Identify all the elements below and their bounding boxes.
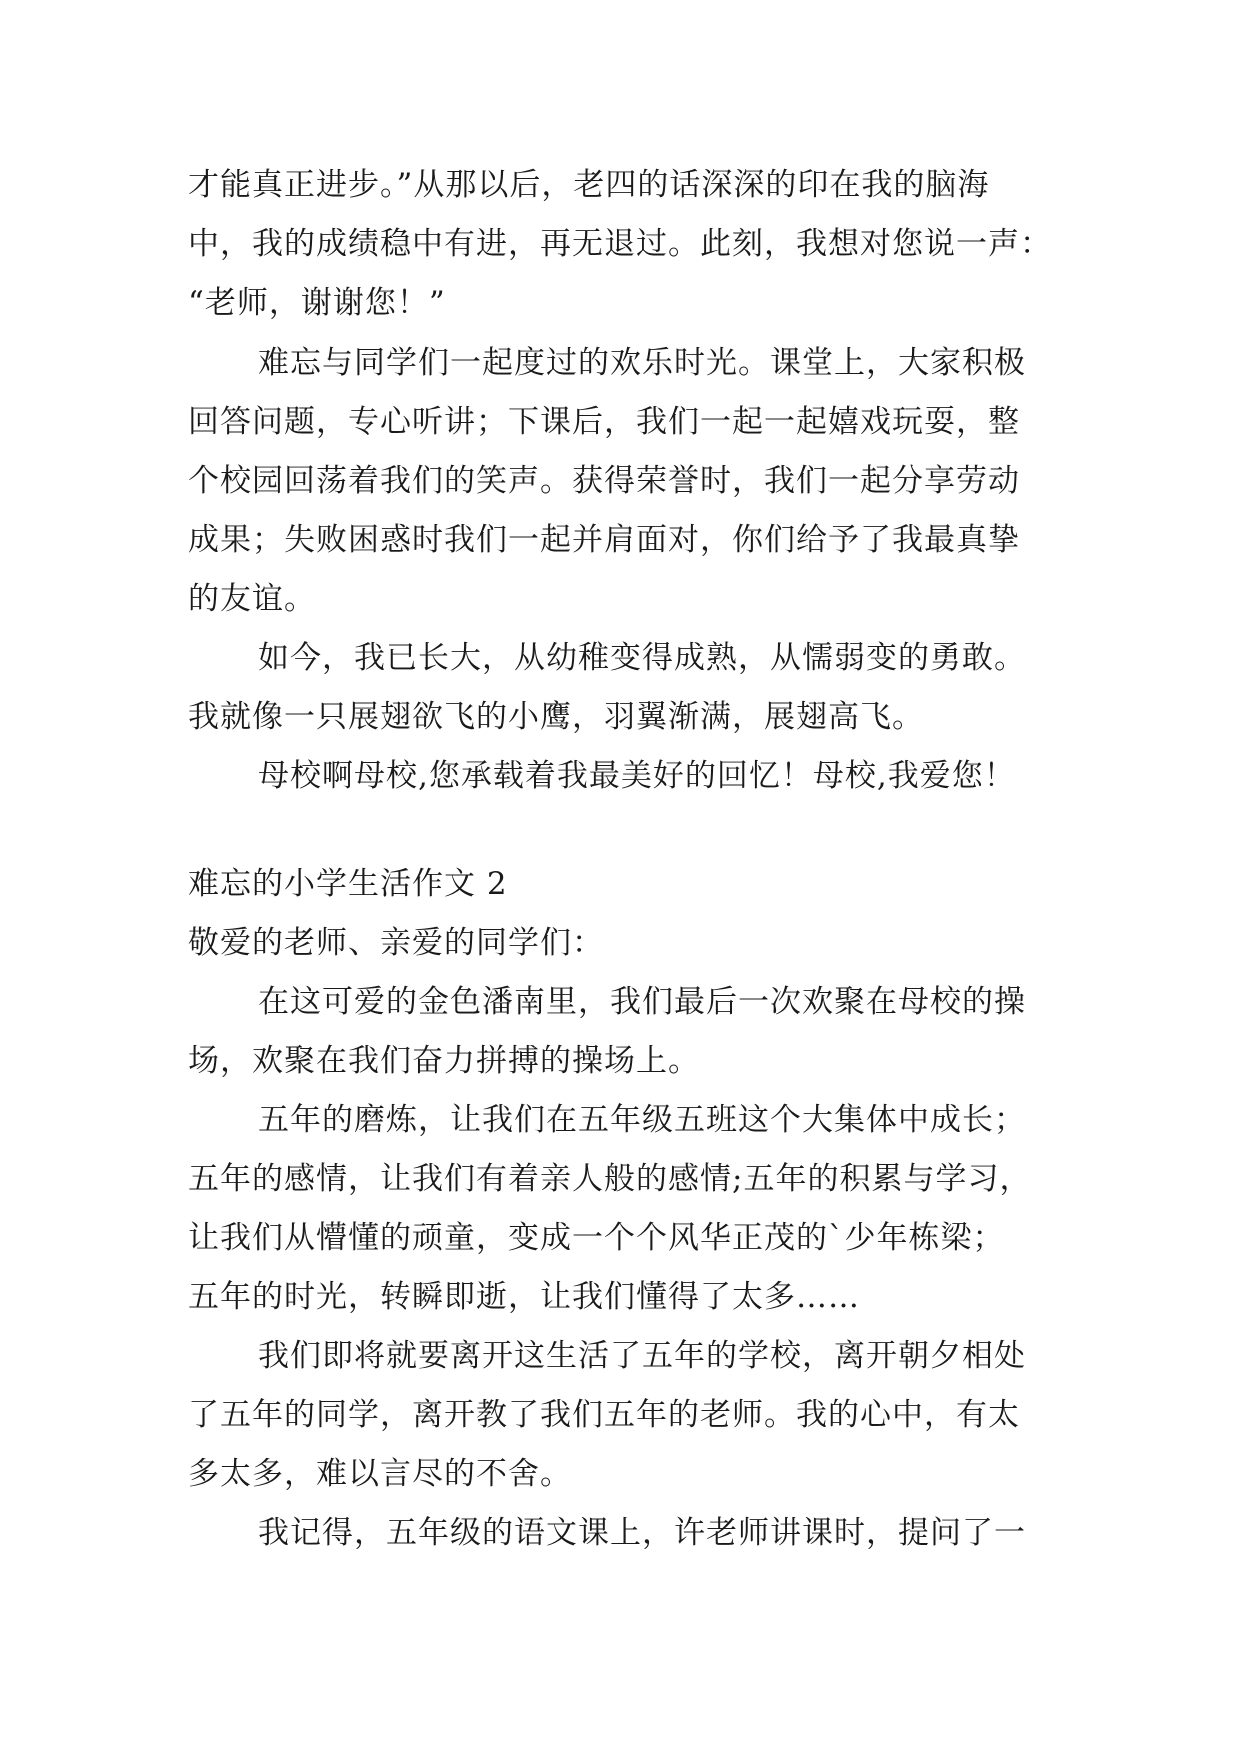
text-line: 回答问题，专心听讲；下课后，我们一起一起嬉戏玩耍，整 [188,404,1020,440]
text-line: 个校园回荡着我们的笑声。获得荣誉时，我们一起分享劳动 [188,463,1020,499]
text-line: 才能真正进步。”从那以后，老四的话深深的印在我的脑海 [188,167,990,203]
paragraph-start-line: 母校啊母校,您承载着我最美好的回忆！母校,我爱您！ [258,758,1016,794]
text-line: “老师，谢谢您！” [188,285,446,321]
text-line: 的友谊。 [188,581,316,617]
text-line: 五年的感情，让我们有着亲人般的感情;五年的积累与学习， [188,1161,1032,1197]
text-line: 了五年的同学，离开教了我们五年的老师。我的心中，有太 [188,1397,1020,1433]
paragraph-start-line: 难忘与同学们一起度过的欢乐时光。课堂上，大家积极 [258,345,1026,381]
paragraph-start-line: 五年的磨炼，让我们在五年级五班这个大集体中成长； [258,1102,1026,1138]
paragraph-start-line: 我们即将就要离开这生活了五年的学校，离开朝夕相处 [258,1338,1026,1374]
text-line: 五年的时光，转瞬即逝，让我们懂得了太多…… [188,1279,860,1315]
text-line: 多太多，难以言尽的不舍。 [188,1456,572,1492]
text-line: 成果；失败困惑时我们一起并肩面对，你们给予了我最真挚 [188,522,1020,558]
paragraph-start-line: 在这可爱的金色潘南里，我们最后一次欢聚在母校的操 [258,984,1026,1020]
paragraph-start-line: 如今，我已长大，从幼稚变得成熟，从懦弱变的勇敢。 [258,640,1026,676]
salutation-line: 敬爱的老师、亲爱的同学们： [188,925,604,961]
text-line: 中，我的成绩稳中有进，再无退过。此刻，我想对您说一声： [188,226,1052,262]
text-line: 我就像一只展翅欲飞的小鹰，羽翼渐满，展翅高飞。 [188,699,924,735]
text-line: 场，欢聚在我们奋力拼搏的操场上。 [188,1043,700,1079]
section-heading: 难忘的小学生活作文 2 [188,866,508,902]
text-line: 让我们从懵懂的顽童，变成一个个风华正茂的`少年栋梁； [188,1220,1005,1256]
paragraph-start-line: 我记得，五年级的语文课上，许老师讲课时，提问了一 [258,1515,1026,1551]
